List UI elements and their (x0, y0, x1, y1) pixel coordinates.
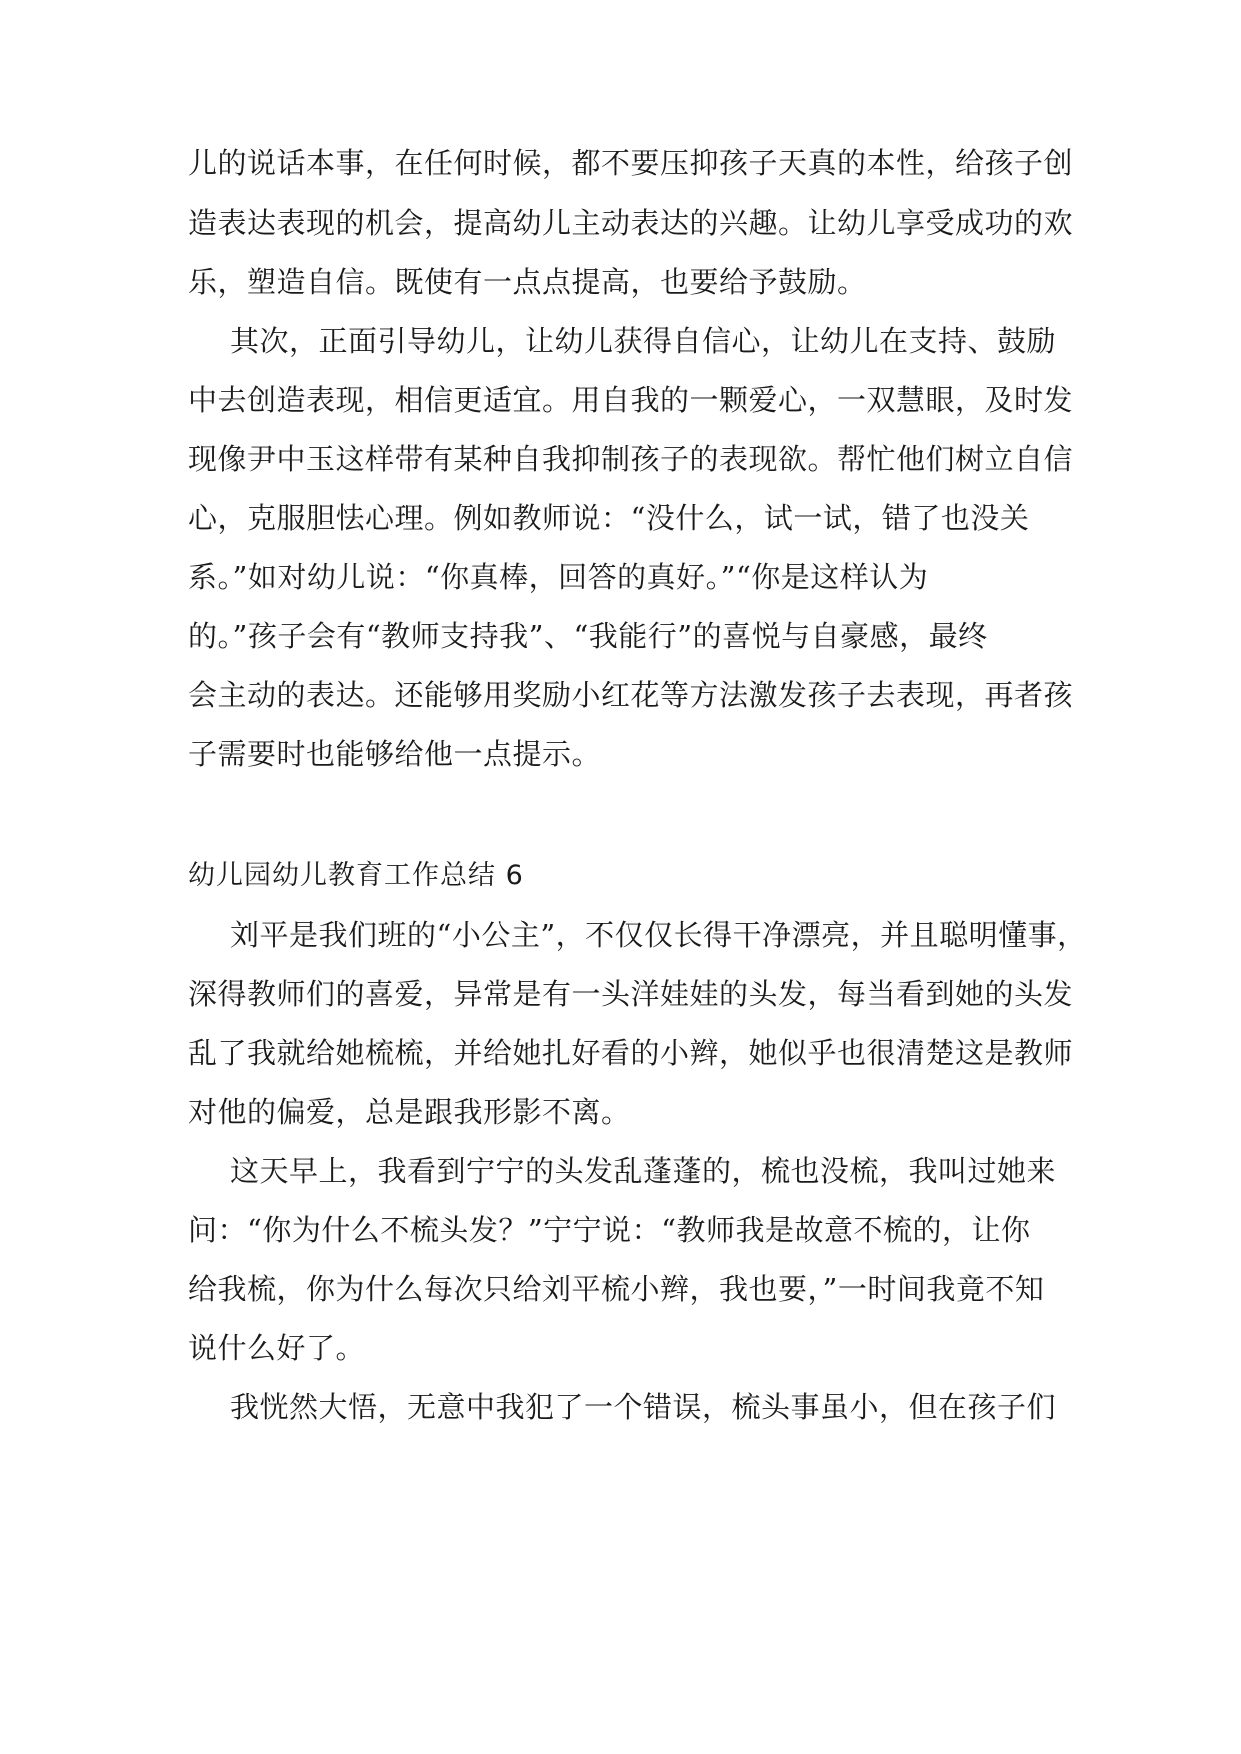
paragraph-1-line-2: 造表达表现的机会，提高幼儿主动表达的兴趣。让幼儿享受成功的欢 (188, 206, 1074, 240)
paragraph-2-line-4: 心，克服胆怯心理。例如教师说：“没什么，试一试，错了也没关 (188, 501, 1030, 535)
paragraph-5-line-1: 我恍然大悟，无意中我犯了一个错误，梳头事虽小，但在孩子们 (230, 1390, 1057, 1424)
paragraph-3-line-3: 乱了我就给她梳梳，并给她扎好看的小辫，她似乎也很清楚这是教师 (188, 1036, 1074, 1070)
paragraph-4-line-3: 给我梳，你为什么每次只给刘平梳小辫，我也要，”一时间我竟不知 (188, 1272, 1045, 1306)
section-heading: 幼儿园幼儿教育工作总结 6 (188, 860, 524, 891)
paragraph-2-line-6: 的。”孩子会有“教师支持我”、“我能行”的喜悦与自豪感，最终 (188, 619, 988, 653)
paragraph-1-line-1: 儿的说话本事，在任何时候，都不要压抑孩子天真的本性，给孩子创 (188, 146, 1074, 180)
paragraph-4-line-2: 问：“你为什么不梳头发？”宁宁说：“教师我是故意不梳的，让你 (188, 1213, 1031, 1247)
paragraph-3-line-4: 对他的偏爱，总是跟我形影不离。 (188, 1095, 631, 1129)
paragraph-3-line-1: 刘平是我们班的“小公主”，不仅仅长得干净漂亮，并且聪明懂事， (230, 918, 1087, 952)
paragraph-2-line-1: 其次，正面引导幼儿，让幼儿获得自信心，让幼儿在支持、鼓励 (230, 324, 1057, 358)
paragraph-2-line-5: 系。”如对幼儿说：“你真棒，回答的真好。”“你是这样认为 (188, 560, 929, 594)
paragraph-4-line-4: 说什么好了。 (188, 1331, 366, 1365)
paragraph-2-line-3: 现像尹中玉这样带有某种自我抑制孩子的表现欲。帮忙他们树立自信 (188, 442, 1074, 476)
paragraph-1-line-3: 乐，塑造自信。既使有一点点提高，也要给予鼓励。 (188, 265, 867, 299)
paragraph-2-line-7: 会主动的表达。还能够用奖励小红花等方法激发孩子去表现，再者孩 (188, 678, 1074, 712)
paragraph-4-line-1: 这天早上，我看到宁宁的头发乱蓬蓬的，梳也没梳，我叫过她来 (230, 1154, 1057, 1188)
paragraph-2-line-8: 子需要时也能够给他一点提示。 (188, 737, 602, 771)
paragraph-2-line-2: 中去创造表现，相信更适宜。用自我的一颗爱心，一双慧眼，及时发 (188, 383, 1074, 417)
paragraph-3-line-2: 深得教师们的喜爱，异常是有一头洋娃娃的头发，每当看到她的头发 (188, 977, 1074, 1011)
